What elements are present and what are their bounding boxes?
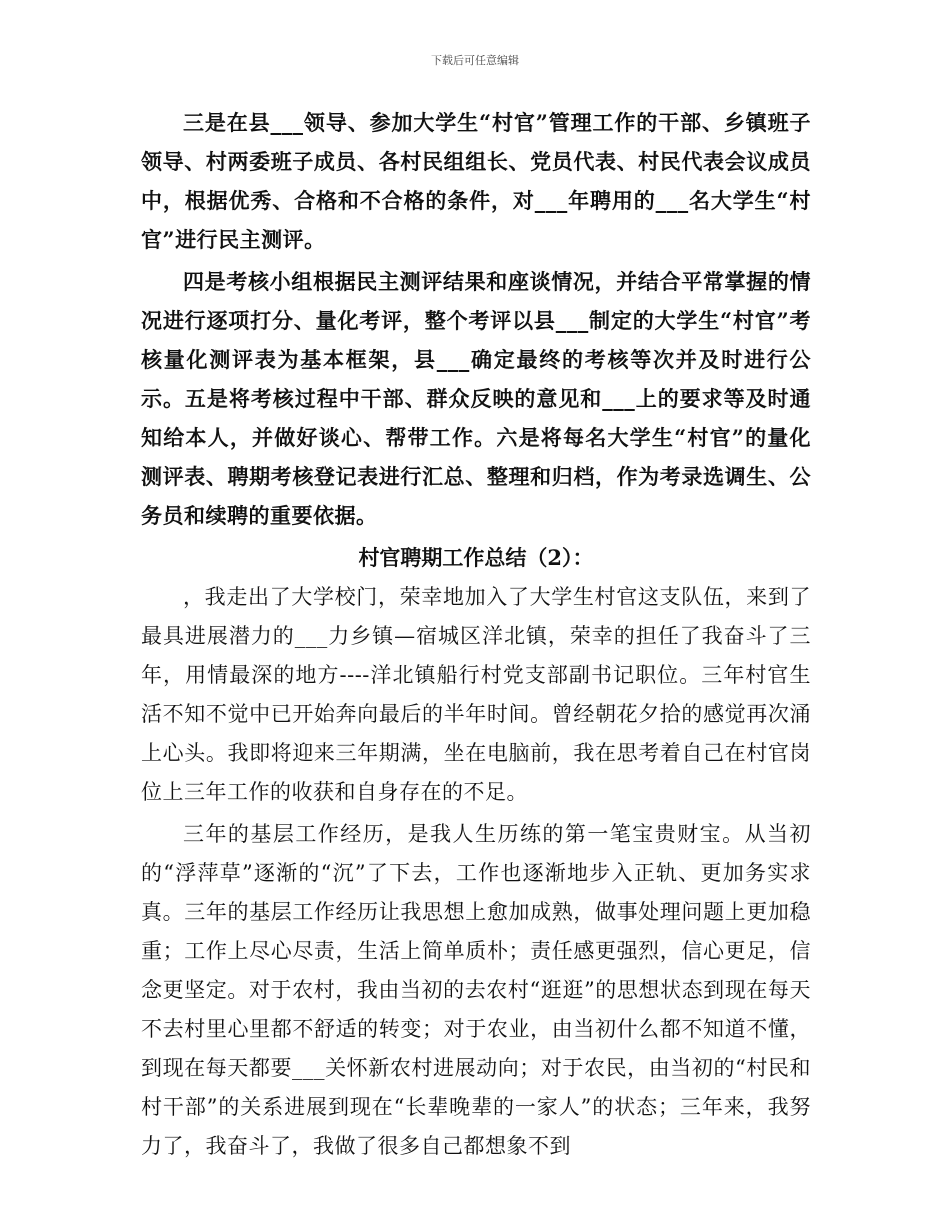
document-body xyxy=(141,103,811,1166)
paragraph-evaluation-step-3: 三是在县___领导、参加大学生“村官”管理工作的干部、乡镇班子领导、村两委班子成员、各村民组组长、党员代表、村民代表会议成员中，根据优秀、合格和不合格的条件，对___年聘用的___名大学生“村官”进行民主测评。 xyxy=(141,110,811,252)
page-header: 下载后可任意编辑 xyxy=(431,54,519,67)
paragraph-experience: 三年的基层工作经历，是我人生历练的第一笔宝贵财宝。从当初的“浮萍草”逐渐的“沉”了下去，工作也逐渐地步入正轨、更加务实求真。三年的基层工作经历让我思想上愈加成熟，做事处理问题上更加稳重；工作上尽心尽责，生活上简单质朴；责任感更强烈，信心更足，信念更坚定。对于农村，我由当初的去农村“逛逛”的思想状态到现在每天不去村里心里都不舒适的转变；对于农业，由当初什么都不知道不懂，到现在每天都要___关怀新农村进展动向；对于农民，由当初的“村民和村干部”的关系进展到现在“长辈晚辈的一家人”的状态；三年来，我努力了，我奋斗了，我做了很多自己都想象不到 xyxy=(141,822,811,1158)
paragraph-evaluation-steps-4-6: 四是考核小组根据民主测评结果和座谈情况，并结合平常掌握的情况进行逐项打分、量化考评，整个考评以县___制定的大学生“村官”考核量化测评表为基本框架，县___确定最终的考核等次并及时进行公示。五是将考核过程中干部、群众反映的意见和___上的要求等及时通知给本人，并做好谈心、帮带工作。六是将每名大学生“村官”的量化测评表、聘期考核登记表进行汇总、整理和归档，作为考录选调生、公务员和续聘的重要依据。 xyxy=(141,269,811,528)
paragraph-introduction: ，我走出了大学校门，荣幸地加入了大学生村官这支队伍，来到了最具进展潜力的___力乡镇—宿城区洋北镇，荣幸的担任了我奋斗了三年，用情最深的地方----洋北镇船行村党支部副书记职位。三年村官生活不知不觉中已开始奔向最后的半年时间。曾经朝花夕拾的感觉再次涌上心头。我即将迎来三年期满，坐在电脑前，我在思考着自己在村官岗位上三年工作的收获和自身存在的不足。 xyxy=(141,585,811,804)
section-title: 村官聘期工作总结（2）： xyxy=(358,545,594,570)
